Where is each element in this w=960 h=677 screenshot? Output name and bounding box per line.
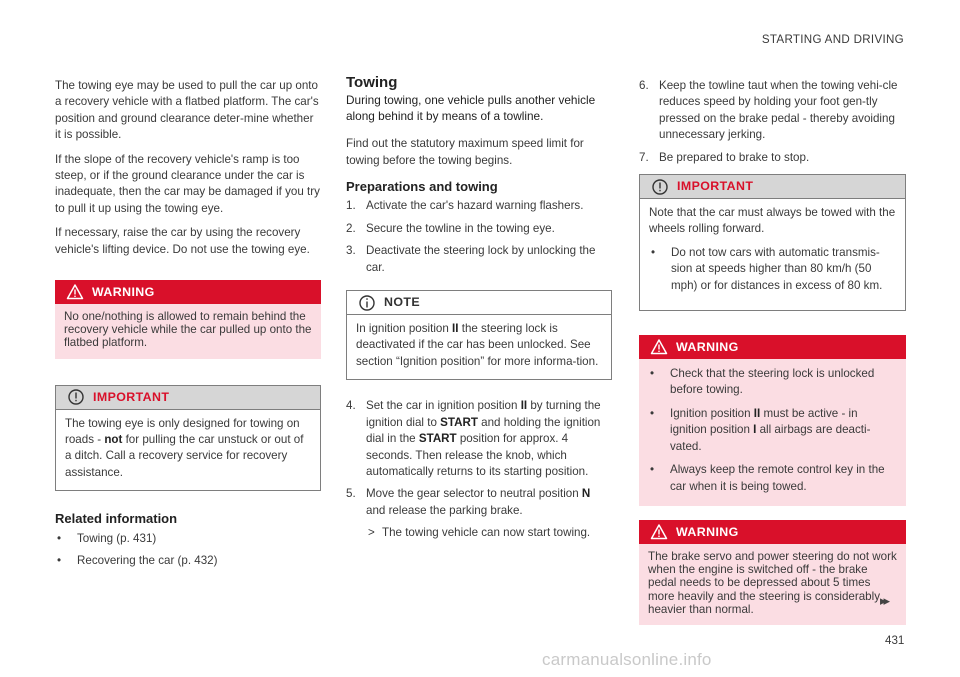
step-number: 4. [346, 399, 356, 413]
step-item [346, 221, 612, 237]
bullet: • [650, 367, 655, 381]
bold-run: not [104, 433, 123, 447]
step-number: 6. [639, 79, 649, 92]
important-title: IMPORTANT [677, 179, 754, 194]
info-circle-icon [358, 294, 376, 312]
warning-triangle-icon [650, 523, 668, 541]
note-box [346, 290, 612, 380]
warning-box-header [639, 335, 906, 359]
step-text: Activate the car's hazard warning flashers. [366, 199, 584, 213]
column-left [55, 78, 321, 577]
subsection-heading: Preparations and towing [346, 179, 498, 195]
step-text: Secure the towline in the towing eye. [366, 221, 555, 235]
bold-run: I [753, 423, 757, 437]
step-number: 3. [346, 244, 356, 258]
bullet: • [57, 531, 62, 545]
related-link[interactable] [55, 553, 321, 569]
step-text: Keep the towline taut when the towing vehi-cle reduces speed by holding your foot gen-tly pressed on the brake pedal - thereby avoiding unnecessary jerking. [659, 79, 898, 142]
column-middle [346, 74, 612, 542]
step-item [346, 243, 612, 276]
list-item [648, 366, 897, 399]
step-number: 5. [346, 487, 356, 501]
list-item-text [670, 406, 897, 455]
related-heading: Related information [55, 511, 178, 527]
important-body [640, 199, 905, 310]
list-item-text: Always keep the remote control key in the car when it is being towed. [670, 463, 885, 493]
next-page-arrows-icon[interactable]: ▸▸ [880, 593, 888, 608]
important-text: Note that the car must always be towed with the wheels rolling forward. [649, 206, 896, 236]
warning-box [55, 280, 321, 359]
exclamation-circle-icon [651, 178, 669, 196]
related-link-label: Towing (p. 431) [77, 531, 157, 545]
note-text [347, 315, 611, 379]
section-heading: Towing [346, 74, 398, 91]
step-text: Deactivate the steering lock by unlocking the car. [366, 244, 596, 274]
step-item [346, 486, 612, 519]
bullet: • [57, 554, 62, 568]
text-run: and holding the ignition dial in the [366, 415, 601, 446]
warning-title: WARNING [676, 339, 739, 354]
step-number: 7. [639, 150, 649, 164]
exclamation-circle-icon [67, 388, 85, 406]
warning-box-header [639, 520, 906, 544]
warning-triangle-icon [66, 283, 84, 301]
step-item [639, 150, 906, 166]
list-item-text: Check that the steering lock is unlocked before towing. [670, 367, 875, 397]
related-link-label: Recovering the car (p. 432) [77, 554, 218, 568]
warning-text: The brake servo and power steering do not work when the engine is switched off - the brake pedal needs to be depressed about 5 times more heavily and the steering is considerably heavier than normal. [639, 544, 906, 625]
important-box-header [56, 386, 320, 410]
bullet: • [650, 463, 655, 477]
warning-body [639, 359, 906, 506]
paragraph: The towing eye may be used to pull the car up onto a recovery vehicle with a flatbed platform. The car's position and ground clearance deter-mine whether it is possible. [55, 79, 319, 142]
step-text: Be prepared to brake to stop. [659, 150, 810, 164]
list-item [648, 462, 897, 495]
text-run: the steering lock is deactivated if the car has been unlocked. See section “Ignition position” for more informa-tion. [356, 322, 599, 368]
watermark: carmanualsonline.info [542, 650, 712, 669]
running-header: STARTING AND DRIVING [761, 33, 904, 46]
step-number: 2. [346, 221, 356, 235]
bold-run: II [520, 399, 528, 413]
warning-box [639, 335, 906, 506]
warning-box [639, 520, 906, 625]
bold-run: II [452, 322, 459, 336]
warning-box-header [55, 280, 321, 304]
bullet: • [651, 245, 656, 259]
note-box-header [347, 291, 611, 315]
result-text: The towing vehicle can now start towing. [382, 526, 591, 540]
column-right [639, 78, 906, 639]
text-run: The towing eye is only designed for towing on roads - [65, 416, 300, 447]
bold-run: N [581, 487, 591, 501]
text-run: and release the parking brake. [366, 503, 523, 517]
text-run: position for approx. 4 seconds. Then release the knob, which automatically returns to its starting position. [366, 432, 589, 478]
paragraph: If necessary, raise the car by using the recovery vehicle's lifting device. Do not use the towing eye. [55, 226, 310, 256]
warning-title: WARNING [92, 284, 155, 299]
section-lead: During towing, one vehicle pulls another vehicle along behind it by means of a towline. [346, 93, 596, 123]
bullet: • [650, 406, 655, 420]
note-title: NOTE [384, 295, 421, 310]
bold-run: START [418, 432, 457, 446]
important-title: IMPORTANT [93, 389, 170, 404]
step-text [366, 398, 612, 480]
warning-text: No one/nothing is allowed to remain behind the recovery vehicle while the car pulled up onto the flatbed platform. [55, 304, 321, 359]
bold-run: II [753, 406, 761, 420]
list-item-text: Do not tow cars with automatic transmis-sion at speeds higher than 80 km/h (50 mph) or for distances in excess of 80 km. [671, 245, 883, 292]
text-run: all airbags are deacti-vated. [670, 423, 871, 453]
bold-run: START [440, 415, 478, 429]
list-item [648, 406, 897, 455]
important-text [56, 410, 320, 491]
step-text [366, 486, 612, 519]
important-box-header [640, 175, 905, 199]
text-run: by turning the ignition dial to [366, 399, 601, 429]
paragraph: Find out the statutory maximum speed limit for towing before the towing begins. [346, 137, 584, 167]
text-run: Move the gear selector to neutral position [366, 487, 582, 501]
step-item [639, 78, 906, 144]
paragraph: If the slope of the recovery vehicle's ramp is too steep, or if the ground clearance under the car is inadequate, then the car may be damaged if you try to pull it up using the towing eye. [55, 152, 320, 215]
step-item [346, 198, 612, 214]
text-run: for pulling the car unstuck or out of a ditch. Call a recovery service for recovery assistance. [65, 433, 304, 479]
step-item [346, 398, 612, 480]
text-run: In ignition position [356, 322, 453, 336]
important-box [55, 385, 321, 492]
warning-title: WARNING [676, 524, 739, 539]
warning-triangle-icon [650, 338, 668, 356]
related-link[interactable] [55, 531, 321, 547]
text-run: Set the car in ignition position [366, 399, 521, 413]
text-run: must be active - in ignition position [670, 406, 858, 437]
step-result [368, 525, 612, 541]
list-item [649, 245, 896, 294]
result-arrow-icon: > [368, 526, 375, 540]
step-number: 1. [346, 199, 356, 213]
important-box [639, 174, 906, 311]
page-number: 431 [885, 634, 905, 647]
text-run: Ignition position [670, 406, 754, 420]
